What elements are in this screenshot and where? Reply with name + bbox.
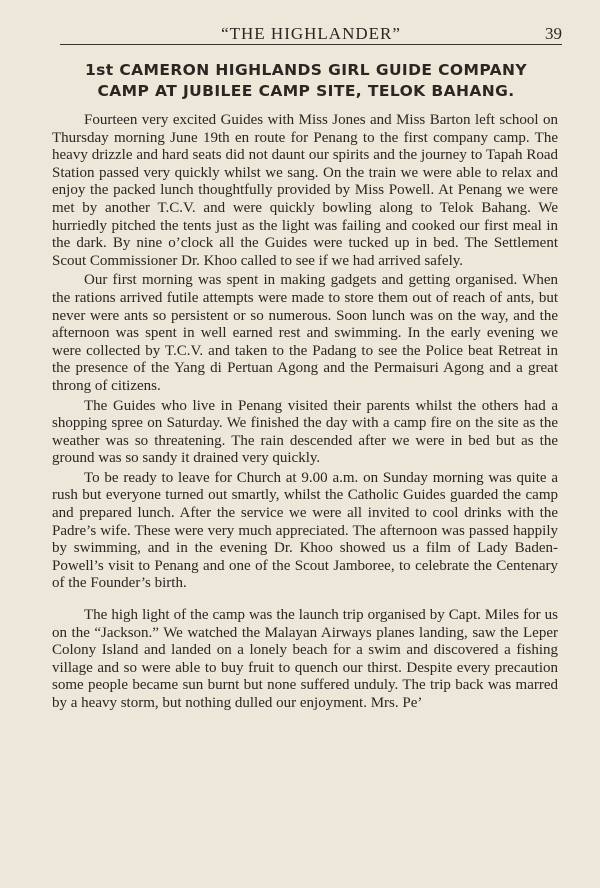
article-heading-line-2: CAMP AT JUBILEE CAMP SITE, TELOK BAHANG. bbox=[97, 82, 515, 100]
article-heading bbox=[52, 60, 560, 102]
article-body bbox=[52, 112, 558, 713]
page-number: 39 bbox=[545, 24, 562, 43]
header-title: “THE HIGHLANDER” bbox=[221, 24, 401, 43]
running-header bbox=[60, 22, 562, 45]
paragraph-3: The Guides who live in Penang visited their parents whilst the others had a shopping spree on Saturday. We finished the day with a camp fire on the site as the weather was so threatening. The rain descended after we were in bed but as the ground was so sandy it drained very quickly. bbox=[52, 397, 558, 467]
article-heading-line-1: 1st CAMERON HIGHLANDS GIRL GUIDE COMPANY bbox=[84, 61, 528, 79]
paragraph-2: Our first morning was spent in making gadgets and getting organised. When the rations arrived futile attempts were made to store them out of reach of ants, but never were ants so persistent or so numerous. Soon lunch was on the way, and the afternoon was spent in well earned rest and swimming. In the early evening we were collected by T.C.V. and taken to the Padang to see the Police beat Retreat in the presence of the Yang di Pertuan Agong and the Permaisuri Agong and a great throng of citizens. bbox=[52, 272, 558, 394]
paragraph-5: The high light of the camp was the launch trip organised by Capt. Miles for us on the “Jackson.” We watched the Malayan Airways planes landing, saw the Leper Colony Island and landed on a lonely beach for a swim and discovered a fishing village and so were able to buy fruit to quench our thirst. Despite every precaution some people became sun burnt but none suffered unduly. The trip back was marred by a heavy storm, but nothing dulled our enjoyment. Mrs. Pe’ bbox=[52, 607, 558, 711]
paragraph-1: Fourteen very excited Guides with Miss Jones and Miss Barton left school on Thursday morning June 19th en route for Penang to the first company camp. The heavy drizzle and hard seats did not daunt our spirits and the journey to Tapah Road Station passed very quickly whilst we sang. On the train we were able to relax and enjoy the packed lunch thoughtfully provided by Miss Powell. At Penang we were met by another T.C.V. and were quickly bowling along to Telok Bahang. We hurriedly pitched the tents just as the light was failing and cooked our first meal in the dark. By nine o’clock all the Guides were tucked up in bed. The Settlement Scout Commissioner Dr. Khoo called to see if we had arrived safely. bbox=[52, 112, 558, 269]
paragraph-4: To be ready to leave for Church at 9.00 a.m. on Sunday morning was quite a rush but everyone turned out smartly, whilst the Catholic Guides guarded the camp and prepared lunch. After the service we were all invited to cool drinks with the Padre’s wife. These were very much appreciated. The afternoon was passed happily by swimming, and in the evening Dr. Khoo showed us a film of Lady Baden-Powell’s visit to Penang and one of the Scout Jamboree, to celebrate the Centenary of the Founder’s birth. bbox=[52, 469, 558, 592]
